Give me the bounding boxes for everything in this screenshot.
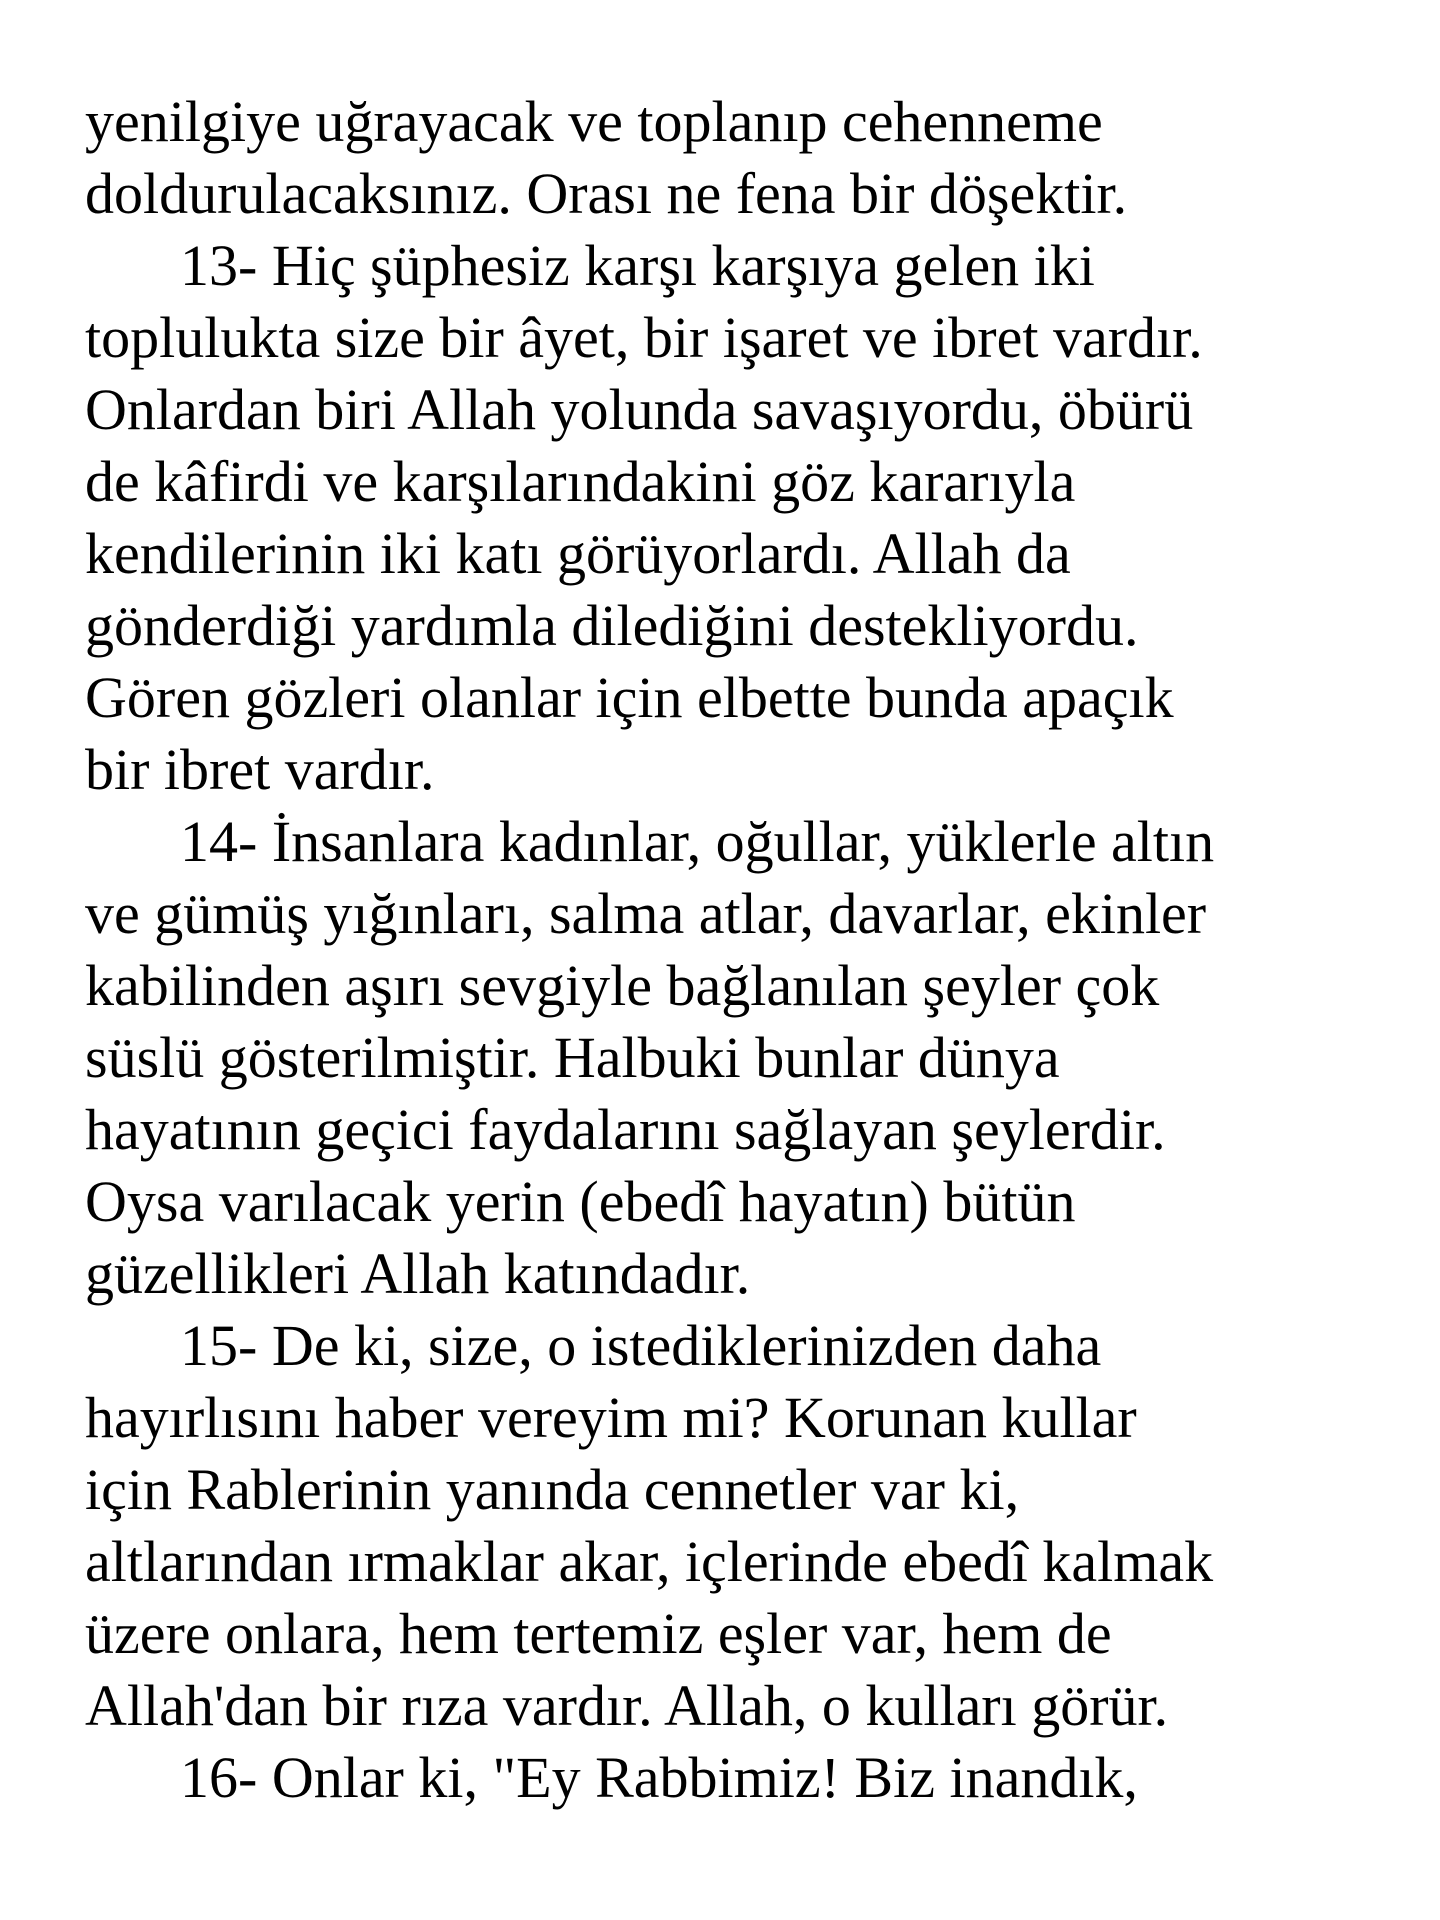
text-line-12: ve gümüş yığınları, salma atlar, davarlar, ekinler [85, 881, 1207, 946]
verse-14-start: 14- İnsanlara kadınlar, oğullar, yüklerle altın [180, 809, 1215, 874]
text-line-23: Allah'dan bir rıza vardır. Allah, o kulları görür. [85, 1673, 1169, 1738]
text-line-5: Onlardan biri Allah yolunda savaşıyordu, öbürü [85, 377, 1194, 442]
verse-16-start: 16- Onlar ki, "Ey Rabbimiz! Biz inandık, [180, 1745, 1138, 1810]
text-line-4: toplulukta size bir âyet, bir işaret ve ibret vardır. [85, 305, 1203, 370]
verse-13-start: 13- Hiç şüphesiz karşı karşıya gelen iki [180, 233, 1095, 298]
text-line-20: için Rablerinin yanında cennetler var ki, [85, 1457, 1020, 1522]
body-text [85, 86, 1405, 1814]
text-line-13: kabilinden aşırı sevgiyle bağlanılan şeyler çok [85, 953, 1160, 1018]
text-line-2: doldurulacaksınız. Orası ne fena bir döşektir. [85, 161, 1128, 226]
text-line-10: bir ibret vardır. [85, 737, 435, 802]
text-line-8: gönderdiği yardımla dilediğini destekliyordu. [85, 593, 1139, 658]
text-line-9: Gören gözleri olanlar için elbette bunda apaçık [85, 665, 1174, 730]
verse-15-start: 15- De ki, size, o istediklerinizden daha [180, 1313, 1102, 1378]
text-line-15: hayatının geçici faydalarını sağlayan şeylerdir. [85, 1097, 1166, 1162]
text-line-7: kendilerinin iki katı görüyorlardı. Allah da [85, 521, 1071, 586]
text-line-6: de kâfirdi ve karşılarındakini göz kararıyla [85, 449, 1076, 514]
text-line-22: üzere onlara, hem tertemiz eşler var, hem de [85, 1601, 1112, 1666]
text-line-19: hayırlısını haber vereyim mi? Korunan kullar [85, 1385, 1137, 1450]
text-line-16: Oysa varılacak yerin (ebedî hayatın) bütün [85, 1169, 1076, 1234]
text-line-17: güzellikleri Allah katındadır. [85, 1241, 751, 1306]
text-line-21: altlarından ırmaklar akar, içlerinde ebedî kalmak [85, 1529, 1214, 1594]
text-line-14: süslü gösterilmiştir. Halbuki bunlar dünya [85, 1025, 1060, 1090]
text-line-1: yenilgiye uğrayacak ve toplanıp cehenneme [85, 89, 1103, 154]
